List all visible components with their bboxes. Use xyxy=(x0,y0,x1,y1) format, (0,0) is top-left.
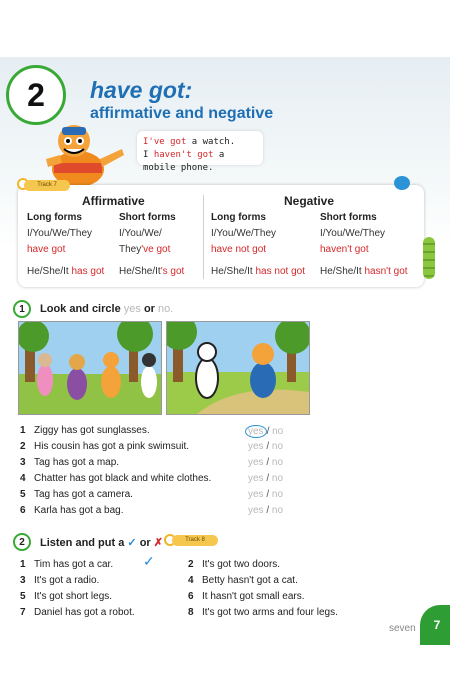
page-word: seven xyxy=(389,623,416,634)
answer-yes-circled: yes xyxy=(245,425,267,438)
exercise-1-number: 1 xyxy=(13,300,31,318)
neg-long-subjects: I/You/We/They xyxy=(211,228,277,239)
neg-short-third-person: He/She/It hasn't got xyxy=(320,266,408,277)
exercise-1-item: 1 Ziggy has got sunglasses. xyxy=(20,425,150,436)
cross-icon: ✗ xyxy=(153,537,163,549)
affirmative-short-label: Short forms xyxy=(119,212,176,223)
story-picture-right xyxy=(166,321,310,415)
exercise-2-item: 6 It hasn't got small ears. xyxy=(188,591,305,602)
exercise-2-item: 1 Tim has got a car. xyxy=(20,559,114,570)
track-label: Track 8 xyxy=(172,535,218,546)
negative-long-label: Long forms xyxy=(211,212,266,223)
aff-long-subjects: I/You/We/They xyxy=(27,228,93,239)
exercise-2-item: 4 Betty hasn't got a cat. xyxy=(188,575,298,586)
grammar-divider xyxy=(203,195,204,279)
answer-choice[interactable]: yes / no xyxy=(248,425,283,438)
check-icon: ✓ xyxy=(127,537,137,549)
neg-long-third-person: He/She/It has not got xyxy=(211,266,305,277)
page-title: have got: xyxy=(90,77,193,103)
page-number-tab: 7 xyxy=(420,605,450,645)
negative-heading: Negative xyxy=(284,194,335,208)
neg-short-verb: haven't got xyxy=(320,244,369,255)
affirmative-long-label: Long forms xyxy=(27,212,82,223)
exercise-1-item: 4 Chatter has got black and white clothes. xyxy=(20,473,212,484)
unit-number-badge xyxy=(6,65,66,125)
negative-short-label: Short forms xyxy=(320,212,377,223)
affirmative-heading: Affirmative xyxy=(82,194,145,208)
exercise-1-item: 6 Karla has got a bag. xyxy=(20,505,124,516)
aff-short-subjects: I/You/We/ xyxy=(119,228,162,239)
answer-choice[interactable]: yes / no xyxy=(248,473,284,484)
neg-short-subjects: I/You/We/They xyxy=(320,228,386,239)
neg-long-verb: have not got xyxy=(211,244,267,255)
exercise-2-item: 5 It's got short legs. xyxy=(20,591,113,602)
exercise-2-number: 2 xyxy=(13,533,31,551)
example-sentence-negative: I haven't got a mobile phone. xyxy=(143,150,225,173)
exercise-2-item: 7 Daniel has got a robot. xyxy=(20,607,135,618)
exercise-1-item: 5 Tag has got a camera. xyxy=(20,489,133,500)
exercise-2-item: 8 It's got two arms and four legs. xyxy=(188,607,338,618)
aff-short-third-person: He/She/It's got xyxy=(119,266,185,277)
exercise-1-item: 3 Tag has got a map. xyxy=(20,457,120,468)
exercise-2-item: 2 It's got two doors. xyxy=(188,559,281,570)
aff-long-verb: have got xyxy=(27,244,66,255)
exercise-2-item: 3 It's got a radio. xyxy=(20,575,100,586)
answer-choice[interactable]: yes / no xyxy=(248,505,284,516)
answer-choice[interactable]: yes / no xyxy=(248,489,284,500)
aff-long-third-person: He/She/It has got xyxy=(27,266,105,277)
caterpillar-illustration xyxy=(423,237,435,279)
exercise-2-instruction: Listen and put a ✓ or ✗ xyxy=(40,537,163,549)
story-picture-left xyxy=(18,321,162,415)
answer-choice[interactable]: yes / no xyxy=(248,441,284,452)
example-speech-box xyxy=(137,131,263,173)
answer-choice[interactable]: yes / no xyxy=(248,457,284,468)
page-subtitle: affirmative and negative xyxy=(90,105,274,122)
exercise-1-item: 2 His cousin has got a pink swimsuit. xyxy=(20,441,190,452)
example-sentence-affirmative: I've got a watch. xyxy=(143,137,236,147)
workbook-page xyxy=(0,57,450,647)
pushpin-icon xyxy=(394,176,410,190)
example-check-mark: ✓ xyxy=(143,553,155,569)
aff-short-verb: They've got xyxy=(119,244,171,255)
track-label: Track 7 xyxy=(24,180,70,191)
exercise-1-instruction: Look and circle yes or no. xyxy=(40,303,174,315)
unit-number: 2 xyxy=(27,76,45,113)
